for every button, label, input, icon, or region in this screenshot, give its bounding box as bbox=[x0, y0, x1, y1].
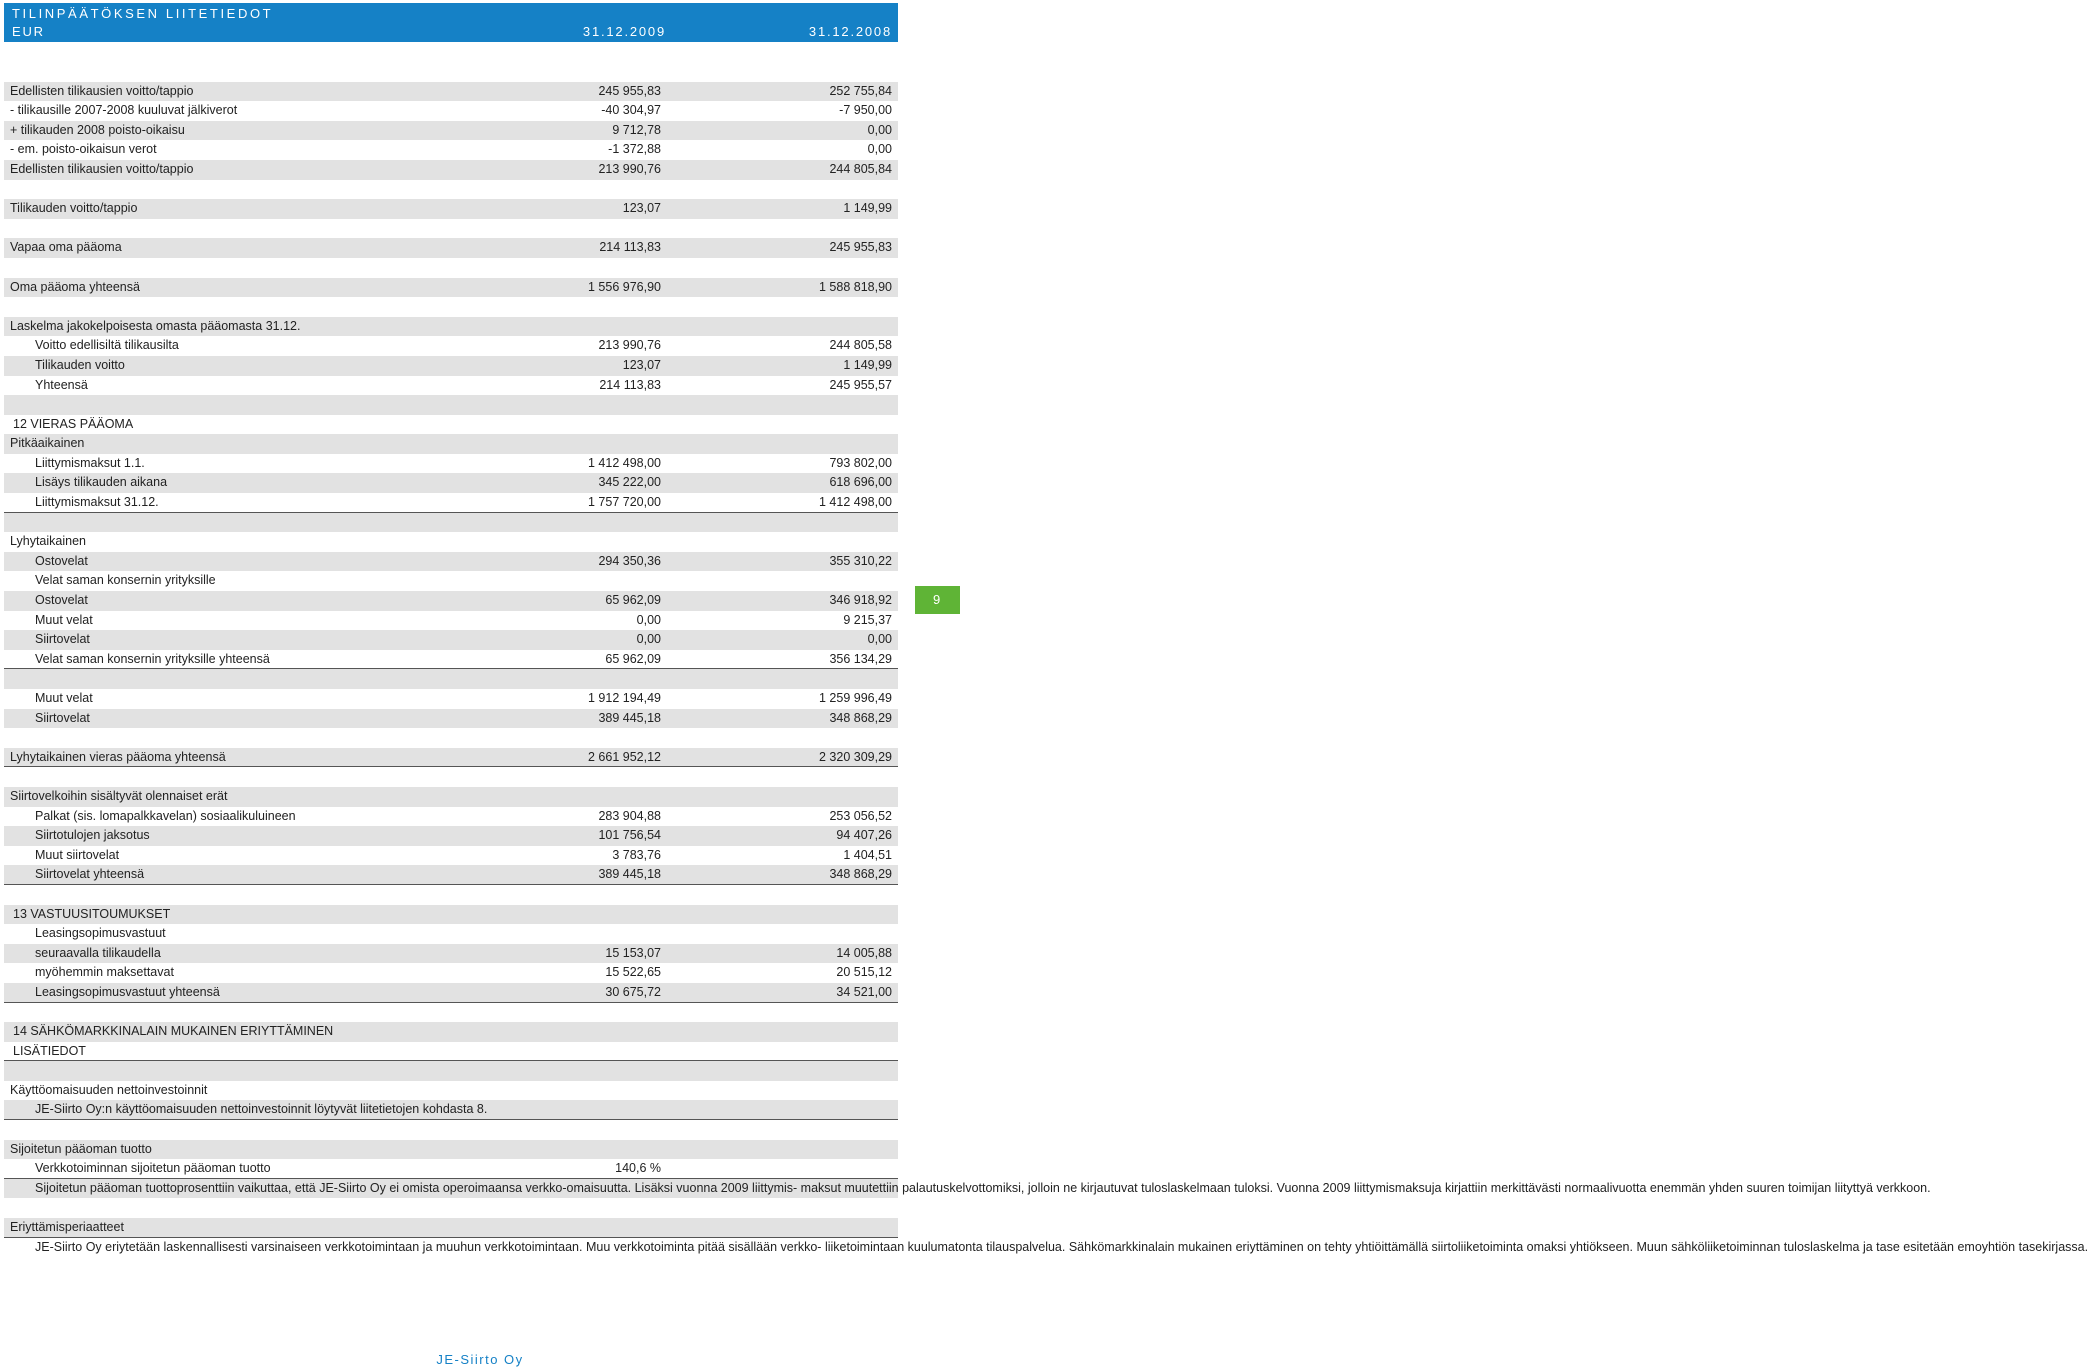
value-2009: 1 912 194,49 bbox=[588, 691, 661, 705]
value-2008: 1 149,99 bbox=[843, 357, 892, 372]
table-row bbox=[4, 787, 898, 807]
table-row bbox=[4, 1238, 2088, 1258]
row-label: JE-Siirto Oy:n käyttöomaisuuden nettoinvestoinnit löytyvät liitetietojen kohdasta 8. bbox=[35, 1102, 488, 1117]
paragraph-text: Sijoitetun pääoman tuottoprosenttiin vaikuttaa, että JE-Siirto Oy ei omista operoimaansa verkko-omaisuutta. Lisäksi vuonna 2009 liittymis- maksut muutettiin palautuskelvottomiksi, jolloin ne kirjautuvat tuloslaskelmaan tuloksi. Vuonna 2009 liittymismaksuja kirjattiin merkittävästi normaalivuotta enemmän yhden suuren toimijan liityttyä verkkoon. bbox=[35, 1180, 1931, 1195]
value-2008: 244 805,58 bbox=[829, 338, 892, 353]
value-2008: 9 215,37 bbox=[843, 612, 892, 627]
value-2009: 15 522,65 bbox=[605, 965, 661, 980]
table-row bbox=[4, 571, 898, 591]
table-row bbox=[4, 1179, 1931, 1199]
table-row bbox=[4, 415, 898, 435]
table-row bbox=[4, 728, 898, 748]
header-columns bbox=[12, 24, 892, 42]
value-2008: 1 404,51 bbox=[843, 847, 892, 862]
value-2009: 214 113,83 bbox=[599, 377, 661, 392]
value-2008: 348 868,29 bbox=[829, 710, 892, 725]
value-2009: 65 962,09 bbox=[605, 593, 661, 608]
table-row bbox=[4, 689, 898, 709]
value-2009: 1 556 976,90 bbox=[588, 279, 661, 294]
row-label: Ostovelat bbox=[35, 553, 88, 568]
row-label: Pitkäaikainen bbox=[10, 436, 85, 451]
row-label: - tilikausille 2007-2008 kuuluvat jälkiverot bbox=[10, 103, 238, 118]
row-label: Velat saman konsernin yrityksille bbox=[35, 573, 216, 588]
value-2008: 1 259 996,49 bbox=[819, 691, 892, 705]
row-label: Tilikauden voitto/tappio bbox=[10, 201, 138, 216]
row-label: Siirtovelat bbox=[35, 632, 90, 647]
table-row bbox=[4, 983, 898, 1003]
table-row bbox=[4, 82, 898, 102]
value-2008: 346 918,92 bbox=[829, 593, 892, 608]
row-label: Laskelma jakokelpoisesta omasta pääomasta 31.12. bbox=[10, 318, 301, 333]
table-row bbox=[4, 865, 898, 885]
row-label: seuraavalla tilikaudella bbox=[35, 945, 161, 960]
table-row bbox=[4, 944, 898, 964]
table-row bbox=[4, 1198, 898, 1218]
value-2009: 2 661 952,12 bbox=[588, 749, 661, 764]
table-row bbox=[4, 1159, 898, 1179]
table-row bbox=[4, 140, 898, 160]
table-row bbox=[4, 180, 898, 200]
value-2008: 356 134,29 bbox=[829, 651, 892, 666]
column-2008: 31.12.2008 bbox=[808, 24, 892, 39]
table-row bbox=[4, 62, 898, 82]
value-2008: 252 755,84 bbox=[829, 83, 892, 98]
value-2008: 34 521,00 bbox=[836, 984, 892, 999]
row-label: Muut velat bbox=[35, 691, 93, 705]
table-row bbox=[4, 121, 898, 141]
table-row bbox=[4, 258, 898, 278]
value-2008: 0,00 bbox=[867, 142, 892, 157]
table-row bbox=[4, 885, 898, 905]
table-row bbox=[4, 767, 898, 787]
table-row bbox=[4, 1042, 898, 1062]
table-row bbox=[4, 1218, 898, 1238]
table-row bbox=[4, 395, 898, 415]
header-title: TILINPÄÄTÖKSEN LIITETIEDOT bbox=[12, 6, 274, 21]
row-label: Tilikauden voitto bbox=[35, 357, 125, 372]
column-2009: 31.12.2009 bbox=[582, 24, 666, 39]
value-2009: 123,07 bbox=[622, 201, 661, 216]
header-bar bbox=[4, 3, 898, 42]
value-2009: 3 783,76 bbox=[612, 847, 661, 862]
row-label: - em. poisto-oikaisun verot bbox=[10, 142, 157, 157]
table-row bbox=[4, 219, 898, 239]
value-2009: 345 222,00 bbox=[598, 475, 661, 490]
row-label: Leasingsopimusvastuut yhteensä bbox=[35, 984, 220, 999]
table-row bbox=[4, 905, 898, 925]
notes-table bbox=[4, 62, 2088, 1257]
row-label: Leasingsopimusvastuut bbox=[35, 926, 166, 941]
table-row bbox=[4, 238, 898, 258]
row-label: Verkkotoiminnan sijoitetun pääoman tuotto bbox=[35, 1161, 271, 1176]
table-row bbox=[4, 924, 898, 944]
value-2009: 245 955,83 bbox=[598, 83, 661, 98]
row-label: Eriyttämisperiaatteet bbox=[10, 1220, 124, 1235]
table-row bbox=[4, 1022, 898, 1042]
row-label: Palkat (sis. lomapalkkavelan) sosiaalikuluineen bbox=[35, 808, 296, 823]
value-2009: 213 990,76 bbox=[598, 161, 661, 176]
value-2009: 15 153,07 bbox=[605, 945, 661, 960]
table-row bbox=[4, 513, 898, 533]
value-2009: 0,00 bbox=[636, 632, 661, 647]
row-label: Lyhytaikainen vieras pääoma yhteensä bbox=[10, 749, 226, 764]
value-2008: 2 320 309,29 bbox=[819, 749, 892, 764]
page-number-tab: 9 bbox=[915, 586, 960, 614]
table-row bbox=[4, 630, 898, 650]
row-label: Yhteensä bbox=[35, 377, 88, 392]
table-row bbox=[4, 101, 898, 121]
value-2008: 20 515,12 bbox=[836, 965, 892, 980]
value-2009: 0,00 bbox=[636, 612, 661, 627]
row-label: Oma pääoma yhteensä bbox=[10, 279, 140, 294]
table-row bbox=[4, 669, 898, 689]
value-2009: 30 675,72 bbox=[605, 984, 661, 999]
value-2009: 65 962,09 bbox=[605, 651, 661, 666]
value-2008: 14 005,88 bbox=[836, 945, 892, 960]
value-2008: 618 696,00 bbox=[829, 475, 892, 490]
paragraph-text: JE-Siirto Oy eriytetään laskennallisesti varsinaiseen verkkotoimintaan ja muuhun verkkotoimintaan. Muu verkkotoiminta pitää sisällään verkko- liiketoimintaan kuulumatonta tilauspalvelua. Sähkömarkkinalain mukainen eriyttäminen on tehty yhtiöittämällä siirtoliiketoiminta omaksi yhtiökseen. Muun sähköliiketoiminnan tuloslaskelma ja tase esitetään emoyhtiön tasekirjassa. bbox=[35, 1239, 2088, 1254]
row-label: Liittymismaksut 31.12. bbox=[35, 495, 159, 510]
row-label: Sijoitetun pääoman tuotto bbox=[10, 1141, 152, 1156]
value-2008: 355 310,22 bbox=[829, 553, 892, 568]
table-row bbox=[4, 317, 898, 337]
value-2009: 123,07 bbox=[622, 357, 661, 372]
table-row bbox=[4, 356, 898, 376]
value-2008: 245 955,83 bbox=[829, 240, 892, 255]
value-2009: 140,6 % bbox=[615, 1161, 661, 1176]
value-2009: 389 445,18 bbox=[598, 867, 661, 882]
row-label: Velat saman konsernin yrityksille yhteensä bbox=[35, 651, 270, 666]
value-2009: 9 712,78 bbox=[612, 122, 661, 137]
table-row bbox=[4, 278, 898, 298]
value-2009: 389 445,18 bbox=[598, 710, 661, 725]
currency-label: EUR bbox=[12, 24, 45, 39]
table-row bbox=[4, 297, 898, 317]
value-2009: -40 304,97 bbox=[601, 103, 661, 118]
table-row bbox=[4, 199, 898, 219]
value-2008: 1 588 818,90 bbox=[819, 279, 892, 294]
value-2008: 348 868,29 bbox=[829, 867, 892, 882]
value-2008: 1 412 498,00 bbox=[819, 495, 892, 510]
table-row bbox=[4, 160, 898, 180]
value-2008: 245 955,57 bbox=[829, 377, 892, 392]
table-row bbox=[4, 807, 898, 827]
table-row bbox=[4, 826, 898, 846]
table-row bbox=[4, 552, 898, 572]
value-2009: -1 372,88 bbox=[608, 142, 661, 157]
row-label: 13 VASTUUSITOUMUKSET bbox=[13, 906, 171, 921]
row-label: Vapaa oma pääoma bbox=[10, 240, 122, 255]
table-row bbox=[4, 748, 898, 768]
value-2009: 1 412 498,00 bbox=[588, 455, 661, 470]
table-row bbox=[4, 376, 898, 396]
table-row bbox=[4, 532, 898, 552]
row-label: Lisäys tilikauden aikana bbox=[35, 475, 168, 490]
row-label: 12 VIERAS PÄÄOMA bbox=[13, 416, 134, 431]
row-label: Muut velat bbox=[35, 612, 93, 627]
table-row bbox=[4, 846, 898, 866]
table-row bbox=[4, 1120, 898, 1140]
value-2008: -7 950,00 bbox=[839, 103, 892, 118]
value-2008: 0,00 bbox=[867, 632, 892, 647]
row-label: 14 SÄHKÖMARKKINALAIN MUKAINEN ERIYTTÄMINEN bbox=[13, 1024, 334, 1039]
table-row bbox=[4, 1081, 898, 1101]
table-row bbox=[4, 1100, 898, 1120]
row-label: Muut siirtovelat bbox=[35, 847, 120, 862]
value-2009: 283 904,88 bbox=[598, 808, 661, 823]
value-2009: 213 990,76 bbox=[598, 338, 661, 353]
footer-company: JE-Siirto Oy bbox=[436, 1352, 524, 1367]
table-row bbox=[4, 709, 898, 729]
table-row bbox=[4, 454, 898, 474]
row-label: Liittymismaksut 1.1. bbox=[35, 455, 145, 470]
value-2008: 1 149,99 bbox=[843, 201, 892, 216]
value-2009: 294 350,36 bbox=[598, 553, 661, 568]
value-2008: 0,00 bbox=[867, 122, 892, 137]
value-2008: 244 805,84 bbox=[829, 161, 892, 176]
value-2009: 214 113,83 bbox=[599, 240, 661, 255]
value-2008: 253 056,52 bbox=[829, 808, 892, 823]
row-label: Käyttöomaisuuden nettoinvestoinnit bbox=[10, 1082, 208, 1097]
table-row bbox=[4, 591, 898, 611]
value-2008: 793 802,00 bbox=[829, 455, 892, 470]
value-2008: 94 407,26 bbox=[836, 828, 892, 843]
row-label: Edellisten tilikausien voitto/tappio bbox=[10, 83, 194, 98]
row-label: myöhemmin maksettavat bbox=[35, 965, 174, 980]
table-row bbox=[4, 336, 898, 356]
row-label: + tilikauden 2008 poisto-oikaisu bbox=[10, 122, 185, 137]
row-label: Lyhytaikainen bbox=[10, 534, 86, 549]
table-row bbox=[4, 611, 898, 631]
value-2009: 1 757 720,00 bbox=[588, 495, 661, 510]
table-row bbox=[4, 963, 898, 983]
table-row bbox=[4, 493, 898, 513]
row-label: Edellisten tilikausien voitto/tappio bbox=[10, 161, 194, 176]
table-row bbox=[4, 1003, 898, 1023]
table-row bbox=[4, 473, 898, 493]
value-2009: 101 756,54 bbox=[598, 828, 661, 843]
row-label: Ostovelat bbox=[35, 593, 88, 608]
row-label: Siirtotulojen jaksotus bbox=[35, 828, 150, 843]
table-row bbox=[4, 650, 898, 670]
row-label: Voitto edellisiltä tilikausilta bbox=[35, 338, 179, 353]
table-row bbox=[4, 1140, 898, 1160]
table-row bbox=[4, 434, 898, 454]
row-label: Siirtovelat bbox=[35, 710, 90, 725]
row-label: Siirtovelkoihin sisältyvät olennaiset erät bbox=[10, 788, 228, 803]
table-row bbox=[4, 1061, 898, 1081]
row-label: Siirtovelat yhteensä bbox=[35, 867, 145, 882]
row-label: LISÄTIEDOT bbox=[13, 1043, 86, 1058]
